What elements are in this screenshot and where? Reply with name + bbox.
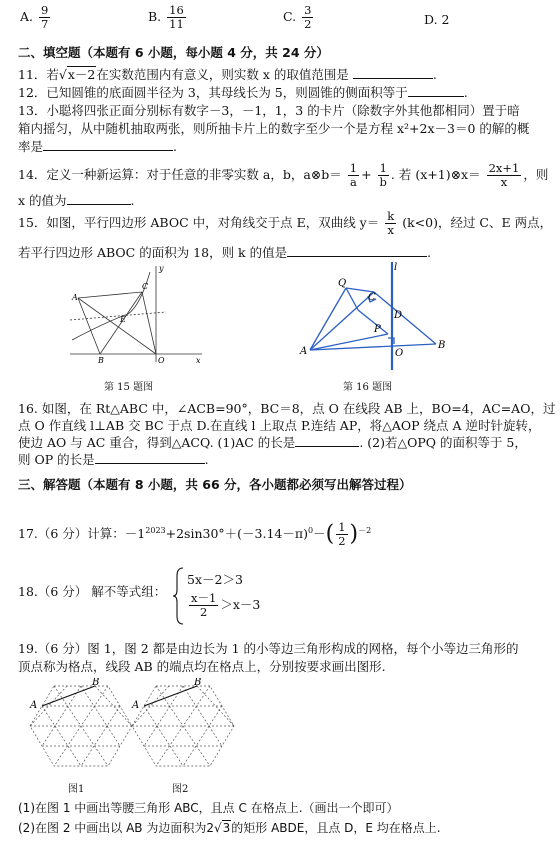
fig16-label-d: D	[394, 310, 403, 321]
question-19-part-1: (1)在图 1 中画出等腰三角形 ABC，且点 C 在格点上.（画出一个即可）	[18, 801, 399, 815]
grid1-label-a: A	[30, 700, 38, 711]
question-11: 11．若√x－2在实数范围内有意义，则实数 x 的取值范围是 .	[18, 67, 437, 82]
triangle-grid-1	[26, 678, 136, 776]
option-d: D. 2	[424, 12, 450, 27]
fig15-label-y: y	[159, 264, 164, 273]
question-13-line-2: 箱内摇匀，从中随机抽取两张，则所抽卡片上的数字至少一个是方程 x²+2x－3＝0 的解的概	[18, 121, 530, 136]
question-16-line-2: 点 O 作直线 l⊥AB 交 BC 于点 D.在直线 l 上取点 P.连结 AP，将△AOP 绕点 A 逆时针旋转，	[18, 418, 541, 433]
grid-2-caption: 图2	[172, 784, 189, 795]
grid2-label-a: A	[132, 700, 140, 711]
question-16-line-3: 使边 AO 与 AC 重合，得到△ACQ. (1)AC 的长是 . (2)若△OPQ 的面积等于 5，	[18, 435, 527, 450]
grid1-label-b: B	[92, 678, 100, 688]
inequality-1: 5x－2＞3	[187, 572, 243, 587]
figure-16-caption: 第 16 题图	[343, 382, 393, 393]
figure-16	[296, 258, 456, 374]
question-17: 17.（6 分）计算：$-1^{2023}+2\sin 30^\circ+(-3.14-\pi)^0-$( $\frac{1}{2}$ )$^{-2}$	[18, 520, 372, 549]
triangle-grid-2	[128, 678, 238, 776]
fig15-label-a: A	[72, 293, 78, 302]
section-2-heading: 二、填空题（本题有 6 小题，每小题 4 分，共 24 分）	[18, 45, 329, 60]
fig16-label-o: O	[395, 348, 404, 359]
question-14: 14．定义一种新运算：对于任意的非零实数 a，b，a⊗b＝ $\frac{1}{a}$ + $\frac{1}{b}$ . 若 (x+1)⊗x＝ $\frac{2x+1}{x}$ ，则	[18, 161, 549, 189]
fig16-label-q: Q	[338, 278, 347, 289]
fig16-label-c: C	[368, 292, 376, 303]
fig15-label-c: C	[142, 282, 149, 291]
grid-1-caption: 图1	[68, 784, 85, 795]
question-13-line-3: 率是 .	[18, 139, 177, 154]
question-16-line-1: 16. 如图，在 Rt△ABC 中，∠ACB=90°，BC＝8，点 O 在线段 AB 上，BO=4，AC=AO，过	[18, 401, 556, 416]
question-12: 12．已知圆锥的底面圆半径为 3，其母线长为 5，则圆锥的侧面积等于 .	[18, 85, 468, 100]
question-13-line-1: 13．小聪将四张正面分别标有数字－3，－1，1，3 的卡片（除数字外其他都相同）置于暗	[18, 103, 520, 118]
question-16-line-4: 则 OP 的长是 .	[18, 452, 209, 467]
option-b: B. $\frac{16}{11}$	[148, 3, 184, 31]
question-18: 18.（6 分） 解不等式组：	[18, 584, 167, 599]
figure-15	[66, 262, 206, 374]
fig16-label-b: B	[438, 340, 446, 351]
fig16-label-p: P	[374, 324, 381, 335]
question-14-line-2: x 的值为 .	[18, 193, 135, 208]
option-c: C. $\frac{3}{2}$	[283, 3, 312, 31]
question-15-line-2: 若平行四边形 ABOC 的面积为 18，则 k 的值是 .	[18, 245, 432, 260]
grid2-label-b: B	[194, 678, 202, 688]
section-3-heading: 三、解答题（本题有 8 小题，共 66 分，各小题都必须写出解答过程）	[18, 477, 412, 492]
fig16-label-l: l	[394, 262, 398, 273]
fig15-label-o: O	[158, 356, 165, 365]
question-19-line-1: 19.（6 分）图 1，图 2 都是由边长为 1 的小等边三角形构成的网格，每个小等边三角形的	[18, 641, 519, 656]
question-19-line-2: 顶点称为格点，线段 AB 的端点均在格点上，分别按要求画出图形.	[18, 659, 386, 674]
fig15-label-b: B	[98, 356, 104, 365]
fig16-label-a: A	[300, 346, 308, 357]
fig15-label-e: E	[120, 315, 126, 324]
question-19-part-2: (2)在图 2 中画出以 AB 为边面积为2√3的矩形 ABDE，且点 D，E 均在格点上.	[18, 821, 441, 835]
fig15-label-x: x	[196, 356, 201, 365]
question-15: 15．如图，平行四边形 ABOC 中，对角线交于点 E，双曲线 y＝ $\frac{k}{x}$ (k<0)，经过 C、E 两点，	[18, 209, 553, 237]
option-a: A. $\frac{9}{7}$	[20, 3, 49, 31]
figure-15-caption: 第 15 题图	[104, 382, 154, 393]
inequality-2: $\frac{x-1}{2}$ ＞x－3	[191, 591, 261, 619]
